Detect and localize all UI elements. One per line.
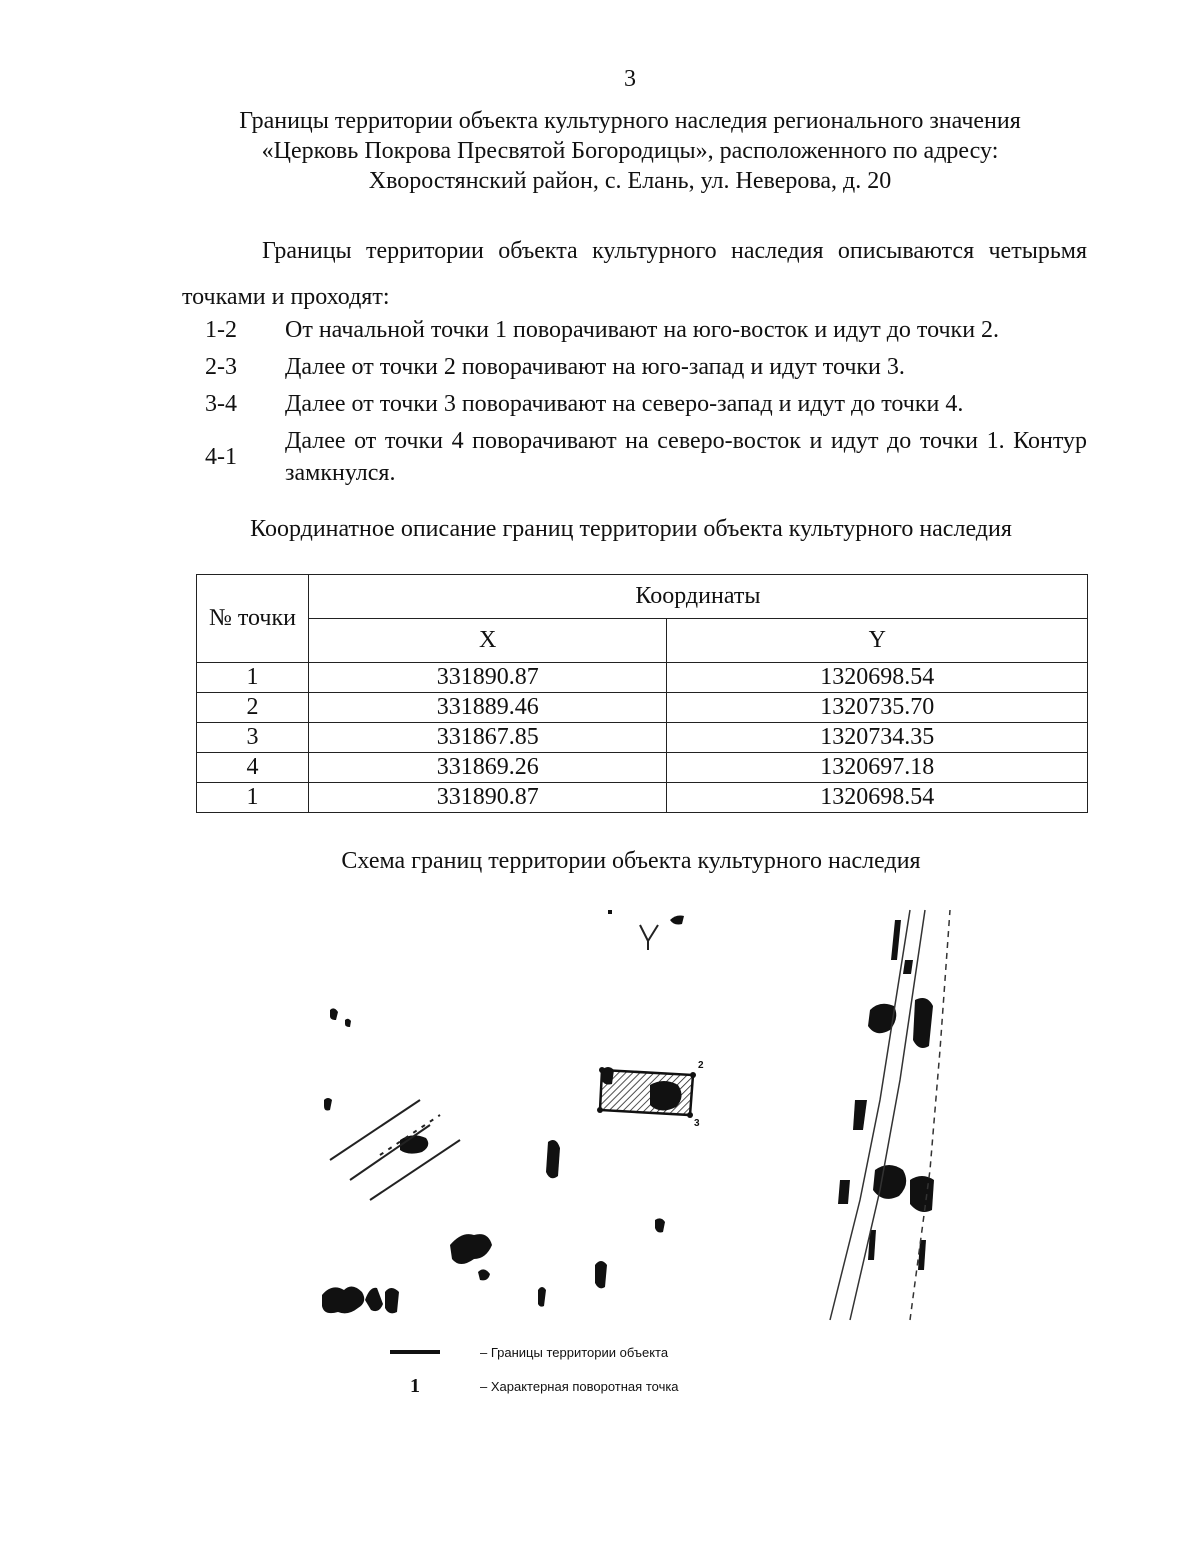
cell-y: 1320697.18 <box>667 753 1088 783</box>
header-point-number: № точки <box>197 575 309 663</box>
legend-boundary-line <box>390 1350 440 1354</box>
page-number: 3 <box>624 66 636 92</box>
point-label-2: 2 <box>698 1060 704 1071</box>
cell-x: 331869.26 <box>308 753 667 783</box>
map-right-lines <box>830 910 950 1320</box>
map-roads <box>330 925 658 1200</box>
boundary-step <box>205 314 1087 346</box>
cell-x: 331890.87 <box>308 663 667 693</box>
cell-point: 3 <box>197 723 309 753</box>
point-label-3: 3 <box>694 1118 700 1129</box>
cell-point: 1 <box>197 663 309 693</box>
cell-y: 1320698.54 <box>667 783 1088 813</box>
scheme-caption: Схема границ территории объекта культурного наследия <box>341 848 921 874</box>
title-line-3: Хворостянский район, с. Елань, ул. Неверова, д. 20 <box>368 168 892 194</box>
legend-point-symbol: 1 <box>410 1374 420 1397</box>
step-text: От начальной точки 1 поворачивают на юго-восток и идут до точки 2. <box>285 317 1000 343</box>
cell-x: 331890.87 <box>308 783 667 813</box>
legend-row-point <box>350 1374 750 1398</box>
cell-y: 1320735.70 <box>667 693 1088 723</box>
boundary-step <box>205 351 1087 383</box>
map-buildings-left <box>322 910 684 1340</box>
table-row <box>197 783 1088 813</box>
cell-y: 1320734.35 <box>667 723 1088 753</box>
table-row <box>197 753 1088 783</box>
boundary-step <box>205 388 1087 420</box>
point-marker <box>597 1107 603 1113</box>
cell-y: 1320698.54 <box>667 663 1088 693</box>
cell-point: 1 <box>197 783 309 813</box>
header-coordinates: Координаты <box>308 575 1087 619</box>
cell-x: 331889.46 <box>308 693 667 723</box>
legend-row-boundary <box>350 1340 750 1364</box>
step-id: 1-2 <box>205 317 237 343</box>
table-caption: Координатное описание границ территории объекта культурного наследия <box>250 516 1012 542</box>
point-marker <box>687 1112 693 1118</box>
title-line-2: «Церковь Покрова Пресвятой Богородицы», расположенного по адресу: <box>261 138 999 164</box>
cell-point: 2 <box>197 693 309 723</box>
step-id: 4-1 <box>205 444 237 470</box>
header-y: Y <box>667 619 1088 663</box>
table-row <box>197 663 1088 693</box>
step-id: 2-3 <box>205 354 237 380</box>
header-x: X <box>308 619 667 663</box>
map-legend <box>350 1340 750 1398</box>
step-id: 3-4 <box>205 391 237 417</box>
intro-paragraph: Границы территории объекта культурного наследия описываются четырьмя точками и проходят: <box>182 238 1087 310</box>
table-row <box>197 693 1088 723</box>
document-title <box>0 106 1200 196</box>
map-buildings-right <box>838 920 934 1270</box>
object-territory <box>597 1060 704 1129</box>
boundary-steps-list <box>205 314 1087 494</box>
boundary-step <box>205 425 1087 489</box>
cell-point: 4 <box>197 753 309 783</box>
coordinates-table <box>196 574 1088 813</box>
cell-x: 331867.85 <box>308 723 667 753</box>
church-building <box>650 1081 682 1111</box>
step-text: Далее от точки 4 поворачивают на северо-восток и идут до точки 1. Контур замкнулся. <box>285 428 1087 486</box>
step-text: Далее от точки 3 поворачивают на северо-запад и идут до точки 4. <box>285 391 964 417</box>
step-text: Далее от точки 2 поворачивают на юго-запад и идут точки 3. <box>285 354 905 380</box>
title-line-1: Границы территории объекта культурного наследия регионального значения <box>239 108 1021 134</box>
point-marker <box>690 1072 696 1078</box>
legend-boundary-label: – Границы территории объекта <box>480 1344 669 1360</box>
boundary-scheme-map <box>310 900 955 1340</box>
table-row <box>197 723 1088 753</box>
point-marker <box>599 1067 605 1073</box>
legend-point-label: – Характерная поворотная точка <box>480 1378 679 1394</box>
